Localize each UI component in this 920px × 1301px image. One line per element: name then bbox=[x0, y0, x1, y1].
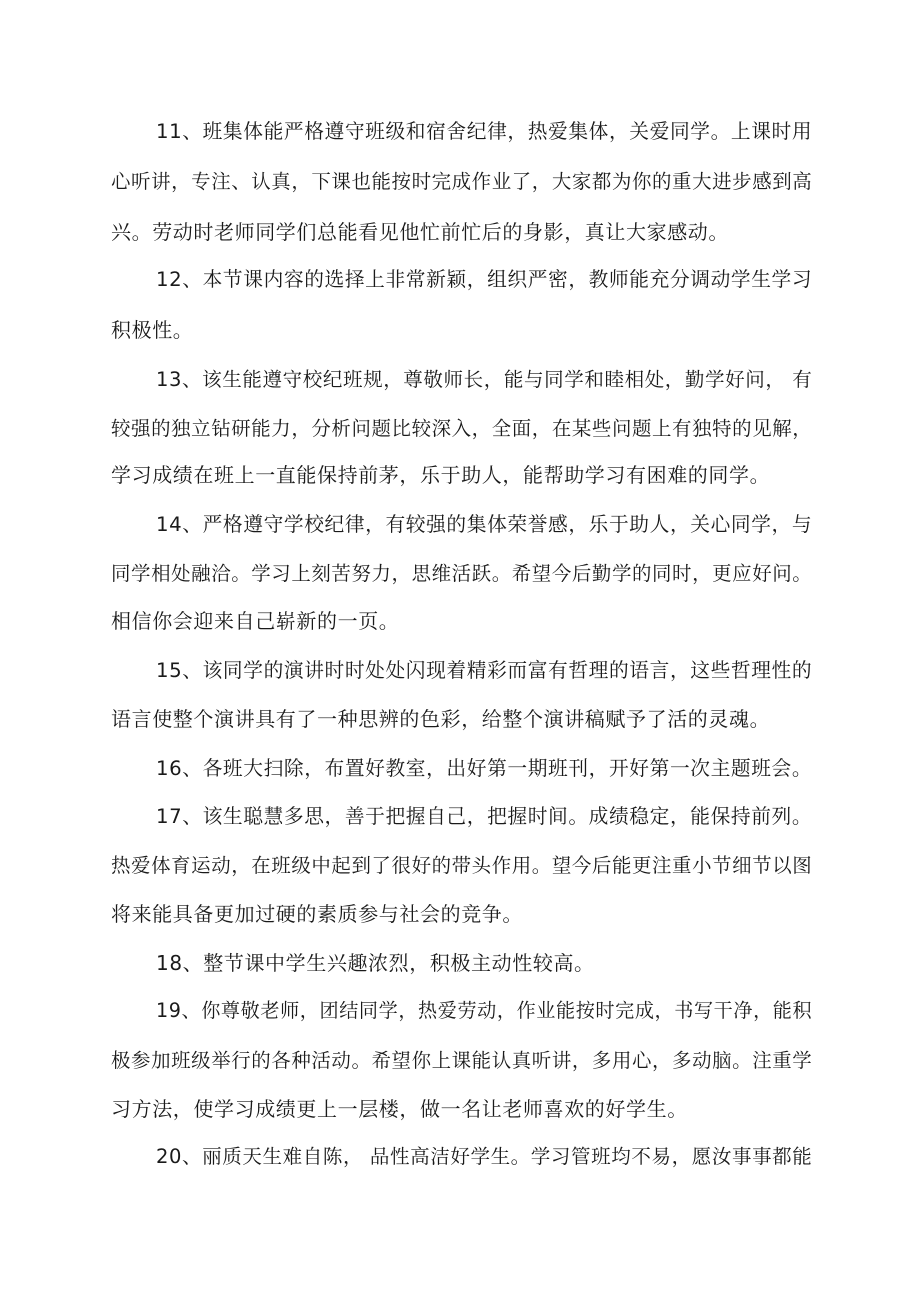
paragraph-20-line-1: 20、丽质天生难自陈， 品性高洁好学生。学习管班均不易，愿汝事事都能 bbox=[156, 1145, 813, 1168]
paragraph-14-line-2: 同学相处融洽。学习上刻苦努力，思维活跃。希望今后勤学的同时，更应好问。 bbox=[111, 562, 813, 585]
paragraph-15-line-1: 15、该同学的演讲时时处处闪现着精彩而富有哲理的语言，这些哲理性的 bbox=[156, 659, 813, 682]
paragraph-17-line-3: 将来能具备更加过硬的素质参与社会的竞争。 bbox=[111, 902, 523, 926]
paragraph-12-line-2: 积极性。 bbox=[111, 318, 194, 342]
paragraph-11-line-1: 11、班集体能严格遵守班级和宿舍纪律，热爱集体，关爱同学。上课时用 bbox=[156, 120, 813, 143]
paragraph-14-line-3: 相信你会迎来自己崭新的一页。 bbox=[111, 609, 400, 633]
paragraph-15-line-2: 语言使整个演讲具有了一种思辨的色彩，给整个演讲稿赋予了活的灵魂。 bbox=[111, 707, 771, 731]
paragraph-11-line-3: 兴。劳动时老师同学们总能看见他忙前忙后的身影，真让大家感动。 bbox=[111, 220, 729, 244]
paragraph-13-line-2: 较强的独立钻研能力，分析问题比较深入，全面，在某些问题上有独特的见解， bbox=[111, 417, 813, 440]
paragraph-17-line-1: 17、该生聪慧多思，善于把握自己，把握时间。成绩稳定，能保持前列。 bbox=[156, 805, 813, 828]
paragraph-16-line-1: 16、各班大扫除，布置好教室，出好第一期班刊，开好第一次主题班会。 bbox=[156, 757, 813, 780]
paragraph-12-line-1: 12、本节课内容的选择上非常新颖，组织严密，教师能充分调动学生学习 bbox=[156, 268, 813, 291]
paragraph-13-line-1: 13、该生能遵守校纪班规，尊敬师长，能与同学和睦相处，勤学好问， 有 bbox=[156, 368, 813, 391]
paragraph-17-line-2: 热爱体育运动，在班级中起到了很好的带头作用。望今后能更注重小节细节以图 bbox=[111, 854, 813, 877]
paragraph-11-line-2: 心听讲，专注、认真，下课也能按时完成作业了，大家都为你的重大进步感到高 bbox=[111, 170, 813, 193]
paragraph-18-line-1: 18、整节课中学生兴趣浓烈，积极主动性较高。 bbox=[156, 951, 595, 975]
paragraph-19-line-2: 极参加班级举行的各种活动。希望你上课能认真听讲，多用心，多动脑。注重学 bbox=[111, 1049, 813, 1072]
paragraph-19-line-1: 19、你尊敬老师，团结同学，热爱劳动，作业能按时完成，书写干净，能积 bbox=[156, 999, 813, 1022]
paragraph-13-line-3: 学习成绩在班上一直能保持前茅，乐于助人，能帮助学习有困难的同学。 bbox=[111, 463, 771, 487]
paragraph-14-line-1: 14、严格遵守学校纪律，有较强的集体荣誉感，乐于助人，关心同学，与 bbox=[156, 513, 813, 536]
paragraph-19-line-3: 习方法，使学习成绩更上一层楼，做一名让老师喜欢的好学生。 bbox=[111, 1097, 688, 1121]
